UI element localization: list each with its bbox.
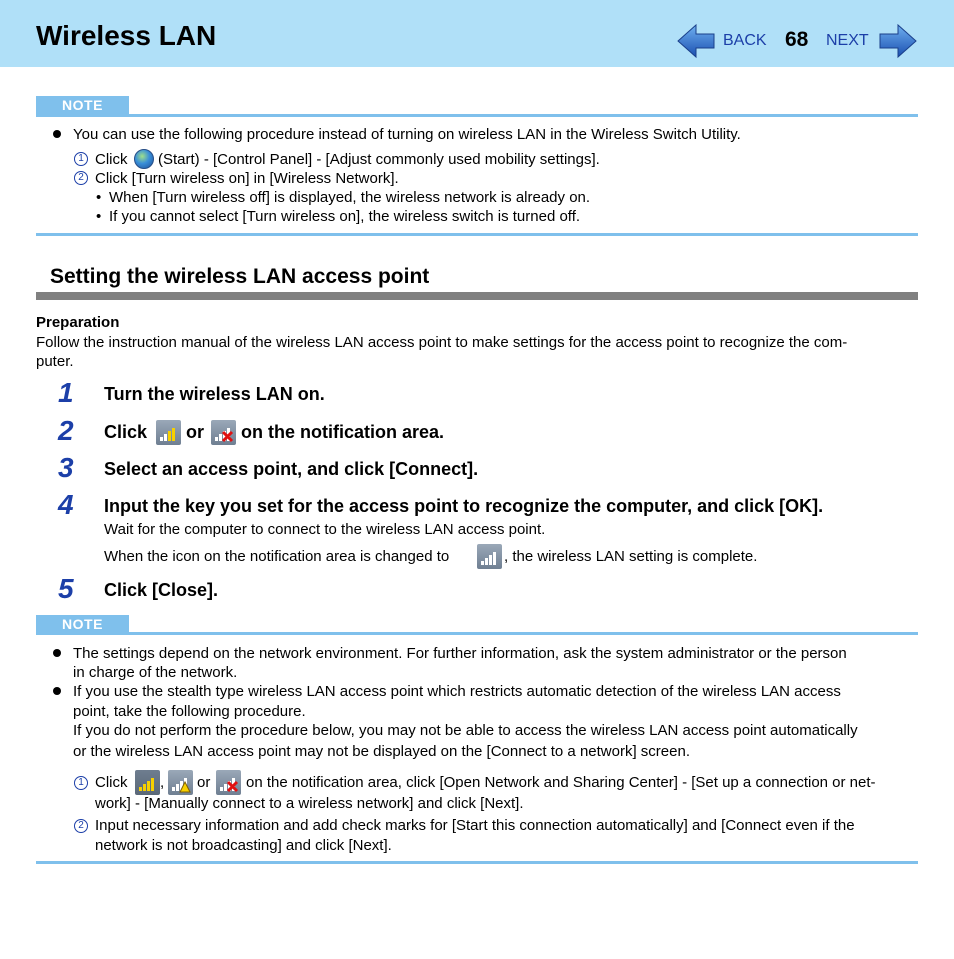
- bullet-dot: [53, 649, 61, 657]
- wireless-connected-icon: [477, 544, 502, 569]
- note-step-text: on the notification area, click [Open Network and Sharing Center] - [Set up a connection or net-: [246, 774, 876, 791]
- note-bottom-rule: [36, 233, 918, 236]
- note-bottom-rule: [36, 861, 918, 864]
- section-rule: [36, 292, 918, 300]
- page-number: 68: [785, 28, 809, 51]
- step-number: 1: [58, 377, 74, 408]
- step-number: 2: [58, 415, 74, 446]
- step-detail: Wait for the computer to connect to the wireless LAN access point.: [104, 521, 546, 538]
- note-step-text: network is not broadcasting] and click [Next].: [95, 837, 392, 854]
- note-top-rule: [36, 632, 918, 635]
- note-step-1-text: (Start) - [Control Panel] - [Adjust commonly used mobility settings].: [158, 151, 600, 168]
- windows-start-icon: [134, 149, 154, 169]
- step-text: Turn the wireless LAN on.: [104, 384, 325, 404]
- note-bullet-text: If you use the stealth type wireless LAN access point which restricts automatic detection of the wireless LAN access: [73, 683, 841, 700]
- bullet-dot: [53, 687, 61, 695]
- preparation-label: Preparation: [36, 314, 120, 331]
- sub-bullet: •: [96, 189, 102, 206]
- note-step-2-text: Click [Turn wireless on] in [Wireless Network].: [95, 170, 399, 187]
- note-bullet-text: The settings depend on the network environment. For further information, ask the system administrator or the person: [73, 645, 847, 662]
- step-marker-1: 1: [74, 776, 88, 790]
- page-title: Wireless LAN: [36, 20, 217, 51]
- note-step-text: Input necessary information and add check marks for [Start this connection automatically] and [Connect even if the: [95, 817, 855, 834]
- back-arrow-icon[interactable]: [676, 23, 716, 59]
- note-step-text: Click: [95, 774, 128, 791]
- note-step-text: work] - [Manually connect to a wireless network] and click [Next].: [95, 795, 524, 812]
- note-step-1-click: Click: [95, 151, 128, 168]
- wireless-disconnected-icon: [211, 420, 236, 445]
- section-heading: Setting the wireless LAN access point: [50, 265, 430, 288]
- wireless-warning-icon: [168, 770, 193, 795]
- note-bullet-text: point, take the following procedure.: [73, 703, 306, 720]
- preparation-text: Follow the instruction manual of the wireless LAN access point to make settings for the access point to recognize the com-: [36, 334, 848, 351]
- step-text: Click [Close].: [104, 580, 219, 600]
- step-number: 5: [58, 573, 74, 604]
- step-detail: , the wireless LAN setting is complete.: [504, 548, 758, 565]
- preparation-text: puter.: [36, 353, 74, 370]
- note-tab: NOTE: [36, 96, 129, 115]
- step-number: 4: [58, 489, 74, 520]
- step-text: Input the key you set for the access point to recognize the computer, and click [OK].: [104, 496, 824, 516]
- note-step-text: or: [197, 774, 211, 791]
- step-marker-2: 2: [74, 819, 88, 833]
- sub-bullet-text: When [Turn wireless off] is displayed, the wireless network is already on.: [109, 189, 591, 206]
- step-text: Click: [104, 422, 148, 442]
- sub-bullet: •: [96, 208, 102, 225]
- note-bullet-text: If you do not perform the procedure below, you may not be able to access the wireless LAN access point automatically: [73, 722, 858, 739]
- step-text: Select an access point, and click [Connect].: [104, 459, 479, 479]
- note-bullet-text: You can use the following procedure instead of turning on wireless LAN in the Wireless Switch Utility.: [73, 126, 741, 143]
- back-link[interactable]: BACK: [723, 32, 767, 49]
- step-text: on the notification area.: [241, 422, 445, 442]
- note-tab: NOTE: [36, 615, 129, 634]
- step-marker-1: 1: [74, 152, 88, 166]
- note-step-text: ,: [160, 774, 165, 791]
- note-top-rule: [36, 114, 918, 117]
- wireless-signal-icon: [156, 420, 181, 445]
- note-bullet-text: in charge of the network.: [73, 664, 238, 681]
- next-link[interactable]: NEXT: [826, 32, 869, 49]
- sub-bullet-text: If you cannot select [Turn wireless on], the wireless switch is turned off.: [109, 208, 581, 225]
- next-arrow-icon[interactable]: [878, 23, 918, 59]
- note-bullet-text: or the wireless LAN access point may not be displayed on the [Connect to a network] screen.: [73, 743, 690, 760]
- step-text: or: [186, 422, 204, 442]
- wireless-disconnected-icon: [216, 770, 241, 795]
- bullet-dot: [53, 130, 61, 138]
- step-number: 3: [58, 452, 74, 483]
- wireless-signal-icon: [135, 770, 160, 795]
- step-detail: When the icon on the notification area is changed to: [104, 548, 450, 565]
- step-marker-2: 2: [74, 171, 88, 185]
